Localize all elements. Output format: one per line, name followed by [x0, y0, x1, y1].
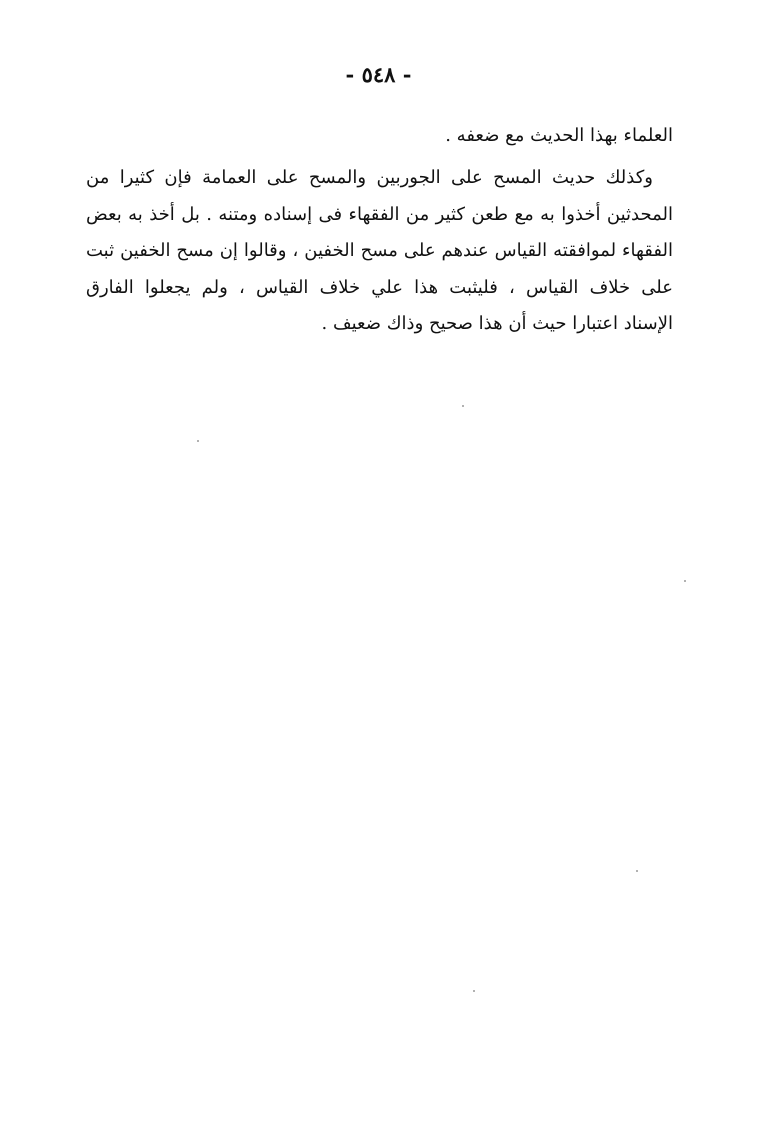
scan-speck — [473, 990, 475, 992]
text-line: الإسناد اعتبارا حيث أن هذا صحيح وذاك ضعيف . — [321, 313, 673, 335]
text-line: العلماء بهذا الحديث مع ضعفه . — [445, 125, 673, 146]
text-line: المحدثين أخذوا به مع طعن كثير من الفقهاء فى إسناده ومتنه . بل أخذ به بعض — [86, 203, 673, 225]
text-line: وكذلك حديث المسح على الجوربين والمسح على العمامة فإن كثيرا من — [86, 167, 653, 189]
text-line: على خلاف القياس ، فليثبت هذا علي خلاف القياس ، ولم يجعلوا الفارق — [86, 276, 673, 298]
scan-speck — [636, 870, 638, 872]
text-line: الفقهاء لموافقته القياس عندهم على مسح الخفين ، وقالوا إن مسح الخفين ثبت — [86, 240, 673, 262]
scan-speck — [462, 405, 464, 407]
scan-speck — [684, 580, 686, 582]
body-text — [86, 118, 673, 342]
page-number: - ٥٤٨ - — [345, 62, 412, 87]
scan-speck — [197, 440, 199, 442]
